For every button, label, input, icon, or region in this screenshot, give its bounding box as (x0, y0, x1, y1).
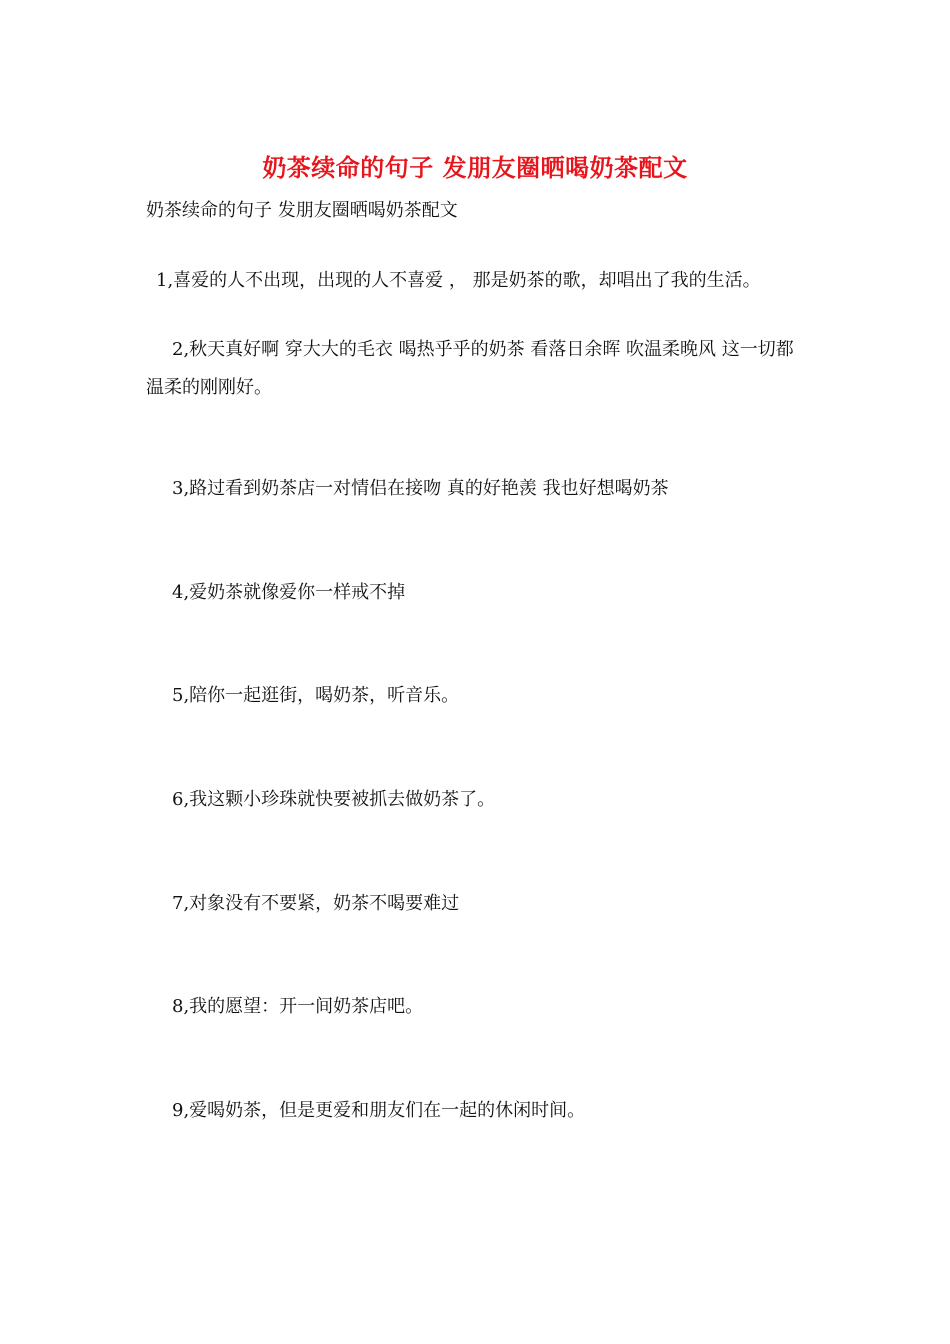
document-title: 奶茶续命的句子 发朋友圈晒喝奶茶配文 (262, 153, 688, 182)
list-item: 9,爱喝奶茶，但是更爱和朋友们在一起的休闲时间。 (172, 1100, 586, 1121)
list-item: 2,秋天真好啊 穿大大的毛衣 喝热乎乎的奶茶 看落日余晖 吹温柔晚风 这一切都温柔的刚刚好。 (146, 339, 794, 398)
list-item: 1,喜爱的人不出现，出现的人不喜爱 ， 那是奶茶的歌，却唱出了我的生活。 (156, 270, 761, 291)
list-item: 8,我的愿望：开一间奶茶店吧。 (172, 996, 424, 1017)
document-subtitle: 奶茶续命的句子 发朋友圈晒喝奶茶配文 (146, 200, 458, 221)
list-item: 5,陪你一起逛街，喝奶茶，听音乐。 (172, 685, 460, 706)
list-item: 3,路过看到奶茶店一对情侣在接吻 真的好艳羡 我也好想喝奶茶 (172, 478, 669, 499)
list-item: 6,我这颗小珍珠就快要被抓去做奶茶了。 (172, 789, 496, 810)
list-item: 4,爱奶茶就像爱你一样戒不掉 (172, 582, 406, 603)
list-item: 7,对象没有不要紧，奶茶不喝要难过 (172, 893, 460, 914)
